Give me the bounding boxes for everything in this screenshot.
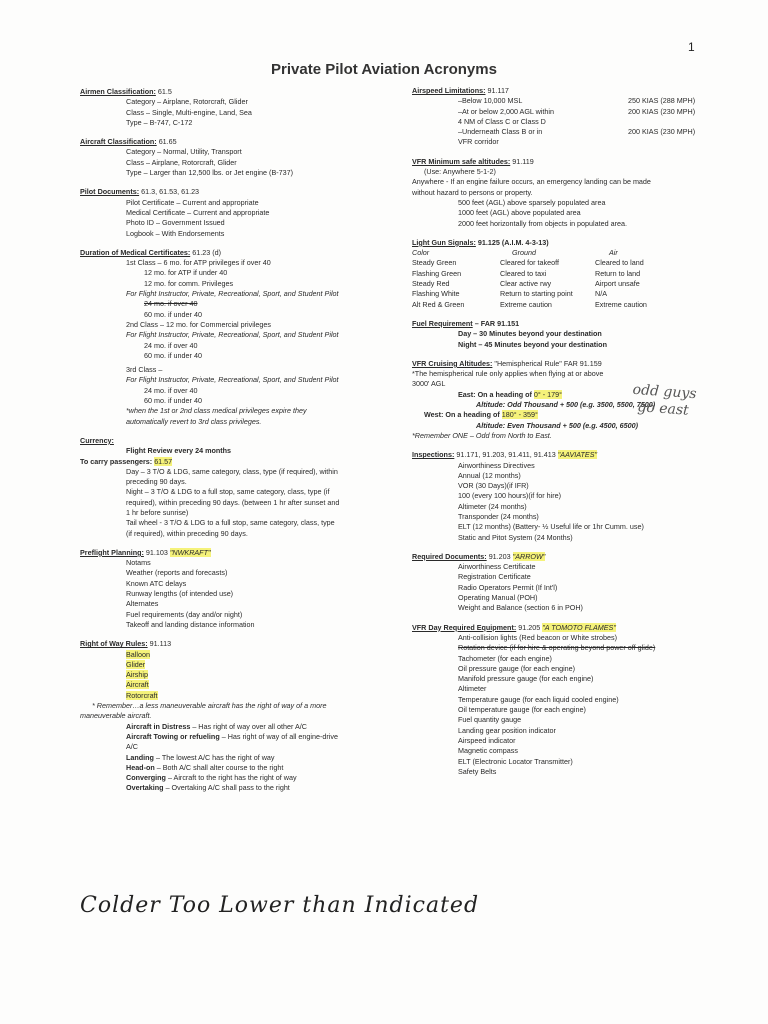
list-item: Night – 45 Minutes beyond your destination bbox=[458, 339, 607, 349]
rule-term: Aircraft in Distress bbox=[126, 721, 191, 731]
rule-term: Landing bbox=[126, 752, 154, 762]
list-item: For Flight Instructor, Private, Recreational, Sport, and Student Pilot bbox=[126, 289, 339, 299]
section-ref: 61.3, 61.53, 61.23 bbox=[141, 187, 200, 197]
acronym-highlight: "ARROW" bbox=[512, 551, 546, 561]
list-item: Annual (12 months) bbox=[458, 470, 521, 480]
section-ref: 91.125 (A.I.M. 4-3-13) bbox=[477, 237, 549, 247]
airspeed-label: VFR corridor bbox=[458, 137, 499, 147]
section-ref: 61.5 bbox=[157, 87, 172, 96]
list-item: Temperature gauge (for each liquid cooled engine) bbox=[458, 694, 619, 704]
rule-text: – Has right of way over all other A/C bbox=[192, 721, 307, 731]
list-item: Type – Larger than 12,500 lbs. or Jet engine (B-737) bbox=[126, 168, 294, 178]
rule-text: – Aircraft to the right has the right of way bbox=[167, 773, 297, 783]
handwritten-line: go east bbox=[636, 399, 690, 419]
list-item: Altitude: Odd Thousand + 500 (e.g. 3500, 5500, 7500) bbox=[476, 400, 656, 410]
airspeed-label: –At or below 2,000 AGL within bbox=[458, 106, 555, 116]
list-item: Class – Single, Multi-engine, Land, Sea bbox=[126, 107, 252, 117]
list-item: 60 mo. if under 40 bbox=[144, 350, 202, 360]
list-item: 60 mo. if under 40 bbox=[144, 396, 202, 406]
list-item: Oil pressure gauge (for each engine) bbox=[458, 663, 576, 673]
list-item: Static and Pitot System (24 Months) bbox=[458, 532, 573, 542]
heading-label: East: On a heading of bbox=[458, 389, 532, 399]
table-cell: Cleared for takeoff bbox=[500, 258, 559, 268]
section-heading: Currency: bbox=[80, 435, 114, 445]
right-column bbox=[412, 86, 702, 786]
section-ref: "Hemispherical Rule" FAR 91.159 bbox=[494, 358, 602, 368]
section-heading: Pilot Documents: bbox=[80, 187, 140, 197]
list-item: Category – Normal, Utility, Transport bbox=[126, 147, 242, 157]
section-heading: Aircraft Classification: bbox=[80, 137, 157, 147]
list-item: Altimeter (24 months) bbox=[458, 501, 527, 511]
list-item: 2000 feet horizontally from objects in populated area. bbox=[458, 218, 628, 228]
list-item: Day – 3 T/O & LDG, same category, class, type (if required), within bbox=[126, 466, 338, 476]
heading-range: 180° - 359° bbox=[501, 410, 538, 420]
airspeed-value: 250 KIAS (288 MPH) bbox=[628, 96, 696, 106]
list-item: 2nd Class – 12 mo. for Commercial privileges bbox=[126, 319, 272, 329]
carry-label: To carry passengers: bbox=[80, 456, 153, 466]
list-item: Anti-collision lights (Red beacon or White strobes) bbox=[458, 632, 617, 642]
section-ref: 61.65 bbox=[158, 137, 177, 147]
handwritten-line: odd guys bbox=[632, 381, 697, 403]
page-title: Private Pilot Aviation Acronyms bbox=[271, 61, 497, 78]
table-cell: Extreme caution bbox=[595, 299, 647, 309]
vfr-day-equipment-section bbox=[412, 623, 702, 777]
medical-duration-section bbox=[80, 248, 380, 427]
rule-text: – Has right of way of all engine-drive bbox=[221, 731, 338, 741]
list-item: 100 (every 100 hours)(if for hire) bbox=[458, 491, 562, 501]
heading-label: West: On a heading of bbox=[424, 410, 500, 420]
section-ref: 91.113 bbox=[149, 639, 172, 649]
list-item: maneuverable aircraft. bbox=[80, 711, 152, 721]
list-item: ELT (Electronic Locator Transmitter) bbox=[458, 756, 573, 766]
required-documents-section bbox=[412, 552, 702, 614]
section-ref: 91.203 bbox=[488, 551, 511, 561]
list-item: Weight and Balance (section 6 in POH) bbox=[458, 603, 583, 613]
section-ref: 61.23 (d) bbox=[192, 247, 222, 257]
fuel-requirement-section bbox=[412, 319, 702, 350]
list-item: Flight Review every 24 months bbox=[126, 446, 232, 456]
list-item: *Remember ONE – Odd from North to East. bbox=[412, 430, 552, 440]
list-item: 1000 feet (AGL) above populated area bbox=[458, 208, 581, 218]
list-item: Airworthiness Certificate bbox=[458, 562, 536, 572]
list-item: Alternates bbox=[126, 599, 159, 609]
table-row bbox=[412, 289, 702, 299]
list-item: Aircraft bbox=[126, 680, 149, 690]
list-item: Altimeter bbox=[458, 684, 487, 694]
preflight-planning-section bbox=[80, 548, 380, 630]
list-item: Photo ID – Government Issued bbox=[126, 218, 225, 228]
section-heading: Airspeed Limitations: bbox=[412, 86, 486, 95]
airspeed-label: –Below 10,000 MSL bbox=[458, 96, 523, 106]
currency-section bbox=[80, 436, 380, 539]
rule-term: Head-on bbox=[126, 762, 155, 772]
table-cell: Alt Red & Green bbox=[412, 299, 465, 309]
list-item: 24 mo. if over 40 bbox=[144, 340, 198, 350]
list-item: Night – 3 T/O & LDG to a full stop, same category, class, type (if bbox=[126, 487, 330, 497]
rule-text: – The lowest A/C has the right of way bbox=[155, 752, 275, 762]
list-item: Anywhere - If an engine failure occurs, an emergency landing can be made bbox=[412, 177, 651, 187]
list-item: Safety Belts bbox=[458, 766, 497, 776]
table-cell: Cleared to taxi bbox=[500, 268, 547, 278]
airmen-classification-section bbox=[80, 87, 380, 128]
vfr-minimum-altitudes-section bbox=[412, 157, 702, 229]
list-item: Registration Certificate bbox=[458, 572, 531, 582]
list-item: Rotorcraft bbox=[126, 690, 158, 700]
list-item: Pilot Certificate – Current and appropriate bbox=[126, 197, 259, 207]
list-item: 60 mo. if under 40 bbox=[144, 309, 202, 319]
list-item: 12 mo. for comm. Privileges bbox=[144, 278, 234, 288]
column-header: Air bbox=[609, 248, 618, 258]
rule-term: Overtaking bbox=[126, 783, 164, 793]
list-item: Airship bbox=[126, 670, 148, 680]
section-heading: Right of Way Rules: bbox=[80, 639, 148, 649]
list-item: Takeoff and landing distance information bbox=[126, 619, 255, 629]
list-item: automatically revert to 3rd class privileges. bbox=[126, 416, 262, 426]
section-heading: Light Gun Signals: bbox=[412, 237, 476, 247]
rule-text: – Both A/C shall alter course to the right bbox=[156, 762, 284, 772]
rule-term: Aircraft Towing or refueling bbox=[126, 731, 220, 741]
list-item: *when the 1st or 2nd class medical privileges expire they bbox=[126, 406, 307, 416]
list-item: For Flight Instructor, Private, Recreational, Sport, and Student Pilot bbox=[126, 330, 339, 340]
list-item: Airspeed indicator bbox=[458, 735, 516, 745]
list-item: Oil temperature gauge (for each engine) bbox=[458, 705, 586, 715]
highlighted-ref: 61.57 bbox=[154, 456, 173, 466]
section-heading: Duration of Medical Certificates: bbox=[80, 247, 191, 257]
list-item: For Flight Instructor, Private, Recreational, Sport, and Student Pilot bbox=[126, 375, 339, 385]
table-cell: Steady Green bbox=[412, 258, 457, 268]
list-item: 1st Class – 6 mo. for ATP privileges if over 40 bbox=[126, 258, 271, 268]
table-cell: Flashing White bbox=[412, 289, 460, 299]
table-row bbox=[412, 279, 702, 289]
list-item: 12 mo. for ATP if under 40 bbox=[144, 268, 228, 278]
table-cell: N/A bbox=[595, 289, 607, 299]
inspections-section bbox=[412, 450, 702, 543]
airspeed-label: –Underneath Class B or in bbox=[458, 127, 543, 137]
column-header: Color bbox=[412, 248, 430, 258]
list-item: Rotation device (if for hire & operating beyond power off glide) bbox=[458, 643, 656, 653]
right-of-way-section bbox=[80, 639, 380, 793]
rule-text: – Overtaking A/C shall pass to the right bbox=[165, 783, 290, 793]
table-cell: Flashing Green bbox=[412, 268, 462, 278]
list-item: 500 feet (AGL) above sparsely populated area bbox=[458, 197, 606, 207]
list-item: 3rd Class – bbox=[126, 365, 163, 375]
table-header bbox=[412, 248, 702, 258]
list-item: Radio Operators Permit (If Int'l) bbox=[458, 582, 558, 592]
list-item: Magnetic compass bbox=[458, 746, 518, 756]
list-item: Operating Manual (POH) bbox=[458, 593, 538, 603]
section-heading: Inspections: bbox=[412, 450, 455, 460]
rule-term: Converging bbox=[126, 773, 166, 783]
left-column bbox=[80, 87, 380, 803]
list-item: Notams bbox=[126, 558, 151, 568]
section-ref: 91.117 bbox=[487, 86, 509, 95]
list-item: Fuel requirements (day and/or night) bbox=[126, 609, 243, 619]
section-ref: 91.119 bbox=[512, 156, 534, 166]
section-heading: VFR Minimum safe altitudes: bbox=[412, 156, 511, 166]
list-item: Category – Airplane, Rotorcraft, Glider bbox=[126, 97, 248, 107]
section-ref: 91.171, 91.203, 91.411, 91.413 bbox=[456, 450, 556, 460]
airspeed-limitations-section bbox=[412, 86, 702, 148]
table-row bbox=[412, 258, 702, 268]
list-item: Runway lengths (of intended use) bbox=[126, 589, 234, 599]
list-item: Manifold pressure gauge (for each engine) bbox=[458, 674, 594, 684]
acronym-highlight: "AAVIATES" bbox=[557, 450, 598, 460]
list-item: Logbook – With Endorsements bbox=[126, 228, 225, 238]
table-cell: Return to starting point bbox=[500, 289, 573, 299]
column-header: Ground bbox=[512, 248, 536, 258]
list-item: 3000' AGL bbox=[412, 379, 446, 389]
list-item: Day – 30 Minutes beyond your destination bbox=[458, 329, 602, 339]
list-item: (Use: Anywhere 5-1-2) bbox=[424, 167, 496, 177]
list-item: Altitude: Even Thousand + 500 (e.g. 4500, 6500) bbox=[476, 420, 638, 430]
list-item: Airworthiness Directives bbox=[458, 460, 535, 470]
list-item: Transponder (24 months) bbox=[458, 511, 539, 521]
section-heading: Fuel Requirement bbox=[412, 318, 473, 328]
section-heading: Required Documents: bbox=[412, 551, 487, 561]
table-cell: Clear active rwy bbox=[500, 279, 552, 289]
section-ref: 91.103 bbox=[145, 547, 168, 557]
airspeed-value: 200 KIAS (230 MPH) bbox=[628, 127, 696, 137]
list-item: Type – B-747, C-172 bbox=[126, 117, 193, 127]
handwritten-bottom-note: Colder Too Lower than Indicated bbox=[80, 893, 480, 918]
airspeed-label: 4 NM of Class C or Class D bbox=[458, 116, 546, 126]
list-item: Class – Airplane, Rotorcraft, Glider bbox=[126, 157, 237, 167]
heading-range: 0° - 179° bbox=[533, 389, 563, 399]
list-item: without hazard to persons or property. bbox=[412, 187, 533, 197]
section-heading: VFR Day Required Equipment: bbox=[412, 622, 517, 632]
list-item: 1 hr before sunrise) bbox=[126, 507, 189, 517]
list-item: Tail wheel - 3 T/O & LDG to a full stop, same category, class, type bbox=[126, 518, 335, 528]
list-item: required), within preceding 90 days. (between 1 hr after sunset and bbox=[126, 497, 340, 507]
list-item: Weather (reports and forecasts) bbox=[126, 568, 228, 578]
page-number: 1 bbox=[688, 40, 695, 54]
list-item: * Remember…a less maneuverable aircraft has the right of way of a more bbox=[92, 701, 327, 711]
handwritten-note bbox=[631, 382, 697, 420]
table-cell: Extreme caution bbox=[500, 299, 552, 309]
section-heading: Preflight Planning: bbox=[80, 547, 144, 557]
table-row bbox=[412, 300, 702, 310]
acronym-highlight: "NWKRAFT" bbox=[169, 547, 211, 557]
pilot-documents-section bbox=[80, 187, 380, 238]
table-cell: Airport unsafe bbox=[595, 279, 640, 289]
table-row bbox=[412, 269, 702, 279]
section-heading: Airmen Classification: bbox=[80, 87, 156, 96]
table-cell: Cleared to land bbox=[595, 258, 644, 268]
list-item: (if required), within preceding 90 days. bbox=[126, 528, 248, 538]
list-item: Tachometer (for each engine) bbox=[458, 653, 552, 663]
list-item: preceding 90 days. bbox=[126, 477, 187, 487]
list-item: ELT (12 months) (Battery- ½ Useful life or 1hr Cumm. use) bbox=[458, 522, 644, 532]
acronym-highlight: "A TOMOTO FLAMES" bbox=[542, 622, 616, 632]
light-gun-signals-section bbox=[412, 238, 702, 310]
section-heading: VFR Cruising Altitudes: bbox=[412, 358, 493, 368]
aircraft-classification-section bbox=[80, 137, 380, 178]
table-cell: Return to land bbox=[595, 268, 641, 278]
list-item: Landing gear position indicator bbox=[458, 725, 556, 735]
list-item: Glider bbox=[126, 659, 146, 669]
list-item: VOR (30 Days)(if IFR) bbox=[458, 481, 529, 491]
rule-text: A/C bbox=[126, 742, 138, 752]
list-item: Balloon bbox=[126, 649, 150, 659]
table-cell: Steady Red bbox=[412, 279, 450, 289]
list-item: 24 mo. if over 40 bbox=[144, 299, 198, 309]
airspeed-value: 200 KIAS (230 MPH) bbox=[628, 106, 696, 116]
list-item: 24 mo. if over 40 bbox=[144, 385, 198, 395]
list-item: Fuel quantity gauge bbox=[458, 715, 522, 725]
section-ref: – FAR 91.151 bbox=[474, 318, 520, 328]
section-ref: 91.205 bbox=[518, 622, 541, 632]
list-item: *The hemispherical rule only applies when flying at or above bbox=[412, 369, 604, 379]
list-item: Medical Certificate – Current and appropriate bbox=[126, 207, 270, 217]
list-item: Known ATC delays bbox=[126, 578, 187, 588]
